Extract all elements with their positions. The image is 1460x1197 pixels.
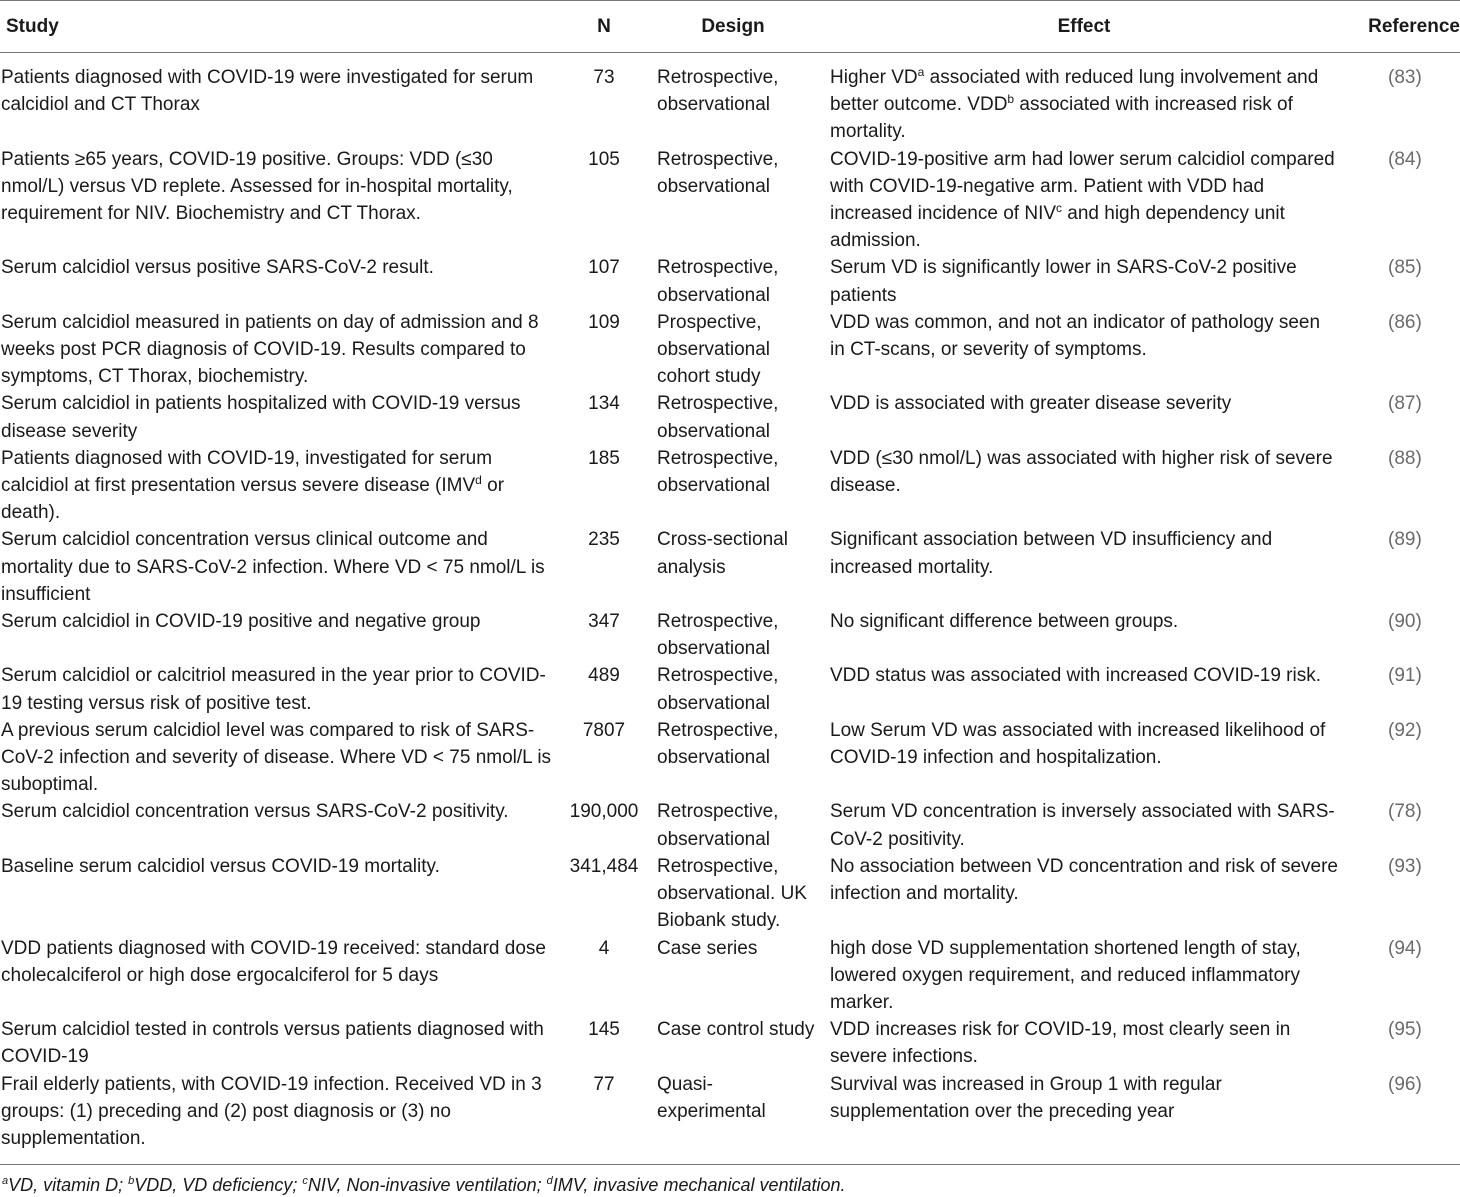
cell-n: 185: [588, 447, 620, 469]
cell-study: Serum calcidiol measured in patients on day of admission and 8 weeks post PCR diagnosis of COVID-19. Results compared to symptoms, CT Thorax, biochemistry.: [1, 311, 539, 388]
cell-effect: VDD (≤30 nmol/L) was associated with higher risk of severe disease.: [830, 447, 1333, 497]
cell-study: Serum calcidiol or calcitriol measured in the year prior to COVID-19 testing versus risk of positive test.: [1, 665, 546, 714]
cell-effect: No significant difference between groups.: [830, 611, 1179, 633]
cell-n: 73: [593, 67, 615, 88]
cell-study: Patients diagnosed with COVID-19 were investigated for serum calcidiol and CT Thorax: [1, 67, 534, 116]
cell-n: 235: [588, 529, 620, 551]
cell-n: 4: [598, 937, 610, 959]
table-row: [0, 309, 1460, 391]
cell-n: 190,000: [569, 801, 639, 823]
cell-effect: Survival was increased in Group 1 with regular supplementation over the preceding year: [830, 1073, 1222, 1122]
cell-design: Retrospective, observational: [657, 257, 779, 306]
cell-design: Cross-sectional analysis: [657, 529, 788, 578]
table-row: [0, 445, 1460, 527]
cell-design: Retrospective, observational: [657, 447, 779, 497]
header-row: [0, 1, 1460, 53]
table-row: [0, 935, 1460, 1017]
cell-design: Retrospective, observational: [657, 393, 779, 442]
cell-reference-link[interactable]: (94): [1388, 937, 1422, 959]
cell-reference-link[interactable]: (88): [1388, 447, 1422, 469]
cell-effect: Higher $VD^a$ associated with reduced lung involvement and better outcome. VDD$^b$ associated with increased risk of mortality.: [830, 65, 1319, 143]
cell-study: Serum calcidiol concentration versus SARS-CoV-2 positivity.: [1, 801, 509, 823]
header-study: Study: [0, 1, 560, 53]
cell-reference-link[interactable]: (85): [1388, 257, 1422, 279]
cell-reference-link[interactable]: (89): [1388, 529, 1422, 551]
cell-effect: high dose VD supplementation shortened length of stay, lowered oxygen requirement, and reduced inflammatory marker.: [830, 937, 1301, 1013]
header-reference: Reference: [1350, 1, 1460, 53]
cell-n: 347: [588, 611, 620, 633]
cell-study: Patients diagnosed with COVID-19, investigated for serum calcidiol at first presentation versus severe disease (IMV$^d$ or death).: [1, 447, 505, 524]
header-effect: Effect: [818, 1, 1350, 53]
cell-design: Retrospective, observational: [657, 665, 779, 714]
cell-design: Case series: [657, 937, 758, 959]
cell-n: 145: [588, 1019, 620, 1041]
cell-effect: COVID-19-positive arm had lower serum calcidiol compared with COVID-19-negative arm. Patient with VDD had increased incidence of NIV$^c$ and high dependency unit admission.: [830, 148, 1335, 252]
cell-reference-link[interactable]: (78): [1388, 801, 1422, 823]
cell-design: Prospective, observational cohort study: [657, 311, 771, 388]
cell-n: 341,484: [569, 855, 639, 877]
cell-n: 489: [588, 665, 620, 687]
cell-reference-link[interactable]: (95): [1388, 1019, 1422, 1041]
table-row: [0, 1071, 1460, 1163]
cell-n: 107: [588, 257, 620, 279]
footnote-marker: d: [475, 473, 482, 488]
cell-effect: VDD is associated with greater disease severity: [830, 393, 1232, 415]
table-row: [0, 254, 1460, 308]
footnote-marker: c: [302, 1175, 308, 1187]
table-row: [0, 662, 1460, 716]
cell-reference-link[interactable]: (87): [1388, 393, 1422, 415]
cell-effect: No association between VD concentration and risk of severe infection and mortality.: [830, 855, 1338, 905]
cell-n: 7807: [582, 719, 626, 741]
table-row: [0, 1016, 1460, 1070]
cell-reference-link[interactable]: (92): [1388, 719, 1422, 741]
table-row: [0, 853, 1460, 935]
footnote-marker: d: [546, 1175, 553, 1187]
cell-reference-link[interactable]: (96): [1388, 1073, 1422, 1095]
cell-design: Retrospective, observational: [657, 611, 779, 660]
cell-design: Retrospective, observational: [657, 67, 779, 116]
cell-design: Retrospective, observational. UK Biobank study.: [657, 855, 807, 932]
cell-effect: Significant association between VD insufficiency and increased mortality.: [830, 529, 1273, 578]
cell-study: Serum calcidiol concentration versus clinical outcome and mortality due to SARS-CoV-2 infection. Where VD < 75 nmol/L is insufficient: [1, 529, 545, 605]
cell-study: Patients ≥65 years, COVID-19 positive. Groups: VDD (≤30 nmol/L) versus VD replete. Assessed for in-hospital mortality, requirement for NIV. Biochemistry and CT Thorax.: [1, 148, 513, 225]
table-row: [0, 717, 1460, 799]
cell-reference-link[interactable]: (91): [1388, 665, 1422, 687]
table-row: [0, 390, 1460, 444]
cell-effect: VDD status was associated with increased COVID-19 risk.: [830, 665, 1322, 687]
footnote-marker: a: [917, 65, 925, 79]
footnote-marker: b: [1007, 92, 1015, 107]
cell-study: VDD patients diagnosed with COVID-19 received: standard dose cholecalciferol or high dose ergocalciferol for 5 days: [1, 937, 546, 986]
cell-study: Serum calcidiol tested in controls versus patients diagnosed with COVID-19: [1, 1019, 544, 1068]
cell-study: Frail elderly patients, with COVID-19 infection. Received VD in 3 groups: (1) preceding and (2) post diagnosis or (3) no supplementation.: [1, 1073, 542, 1149]
cell-study: A previous serum calcidiol level was compared to risk of SARS-CoV-2 infection and severity of disease. Where VD < 75 nmol/L is suboptimal.: [1, 719, 552, 796]
cell-effect: Serum VD concentration is inversely associated with SARS-CoV-2 positivity.: [830, 801, 1335, 850]
cell-effect: Low Serum VD was associated with increased likelihood of COVID-19 infection and hospitalization.: [830, 719, 1326, 769]
cell-effect: VDD was common, and not an indicator of pathology seen in CT-scans, or severity of symptoms.: [830, 311, 1321, 361]
table-row: [0, 798, 1460, 852]
header-n: N: [560, 1, 648, 53]
cell-effect: Serum VD is significantly lower in SARS-CoV-2 positive patients: [830, 257, 1297, 306]
cell-study: Serum calcidiol in patients hospitalized with COVID-19 versus disease severity: [1, 393, 521, 442]
cell-study: Serum calcidiol versus positive SARS-CoV-2 result.: [1, 257, 434, 279]
cell-n: 77: [593, 1073, 615, 1095]
cell-reference-link[interactable]: (90): [1388, 611, 1422, 633]
cell-effect: VDD increases risk for COVID-19, most clearly seen in severe infections.: [830, 1019, 1291, 1068]
table-row: [0, 608, 1460, 662]
cell-reference-link[interactable]: (93): [1388, 855, 1422, 877]
cell-study: Baseline serum calcidiol versus COVID-19 mortality.: [1, 855, 440, 877]
table-row: [0, 526, 1460, 608]
cell-n: 109: [588, 311, 620, 333]
cell-design: Quasi-experimental: [657, 1073, 766, 1122]
table-footnote: $^a$VD, vitamin D; $^b$VDD, VD deficiency; $^c$NIV, Non-invasive ventilation; $^d$IMV, invasive mechanical ventilation.: [0, 1164, 1460, 1197]
cell-design: Retrospective, observational: [657, 148, 779, 197]
cell-design: Case control study: [657, 1019, 815, 1041]
table-row: [0, 53, 1460, 146]
footnote-marker: b: [128, 1175, 135, 1187]
cell-n: 134: [588, 393, 620, 415]
cell-design: Retrospective, observational: [657, 719, 779, 769]
header-design: Design: [648, 1, 818, 53]
footnote-marker: c: [1056, 201, 1063, 216]
cell-reference-link[interactable]: (84): [1388, 148, 1422, 170]
footnote-marker: a: [2, 1175, 9, 1187]
cell-reference-link[interactable]: (83): [1388, 67, 1422, 88]
cell-n: 105: [588, 148, 620, 170]
cell-design: Retrospective, observational: [657, 801, 779, 850]
cell-study: Serum calcidiol in COVID-19 positive and negative group: [1, 611, 481, 633]
table-row: [0, 146, 1460, 255]
table-body: [0, 53, 1460, 1163]
cell-reference-link[interactable]: (86): [1388, 311, 1422, 333]
